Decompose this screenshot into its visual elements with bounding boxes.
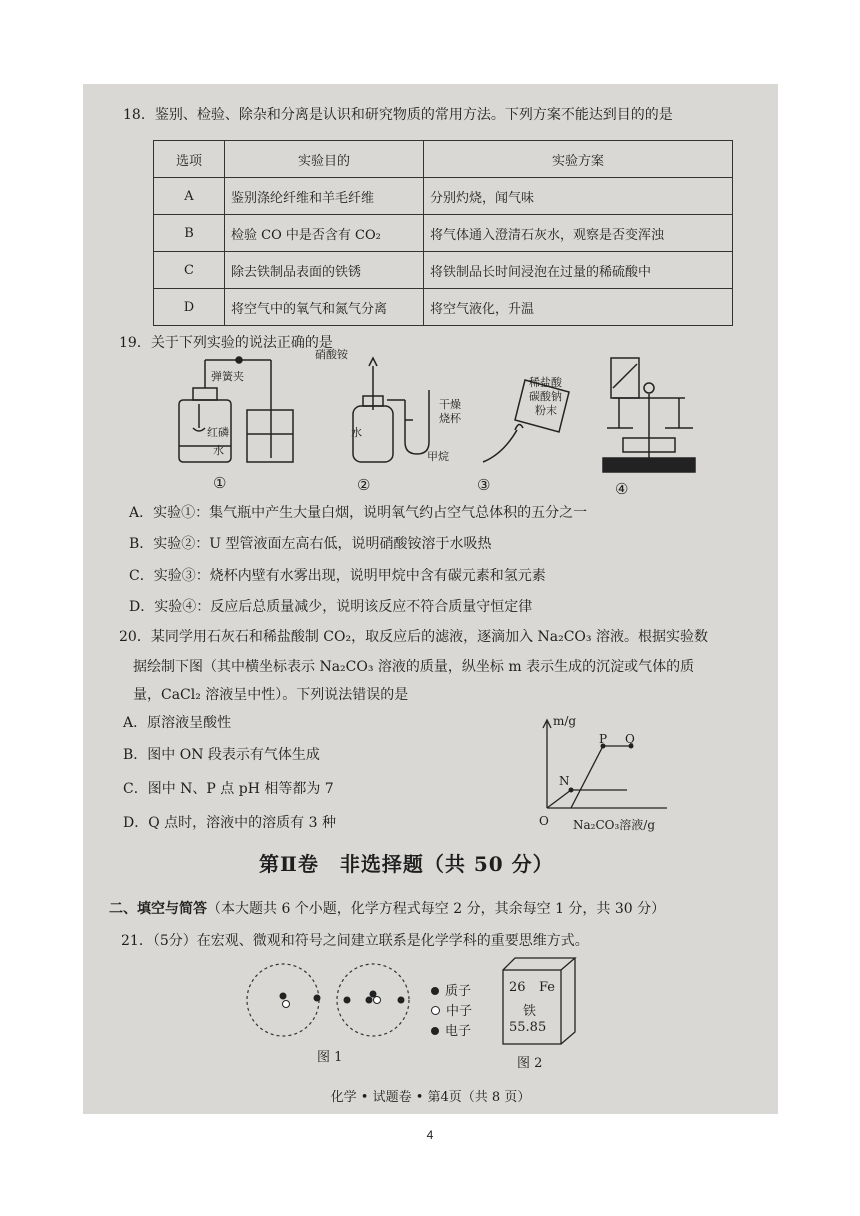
cell-option: D <box>154 289 225 326</box>
element-mass: 55.85 <box>509 1020 547 1035</box>
page-footer: 化学 • 试题卷 • 第4页（共 8 页） <box>330 1090 531 1105</box>
label-spring-clip: 弹簧夹 <box>211 370 244 383</box>
cell-purpose: 除去铁制品表面的铁锈 <box>225 252 424 289</box>
cell-purpose: 检验 CO 中是否含有 CO₂ <box>225 215 424 252</box>
electron-icon <box>431 1027 439 1035</box>
label-beaker: 烧杯 <box>439 412 461 425</box>
legend-proton-label: 质子 <box>445 984 472 999</box>
legend-neutron-label: 中子 <box>446 1004 473 1019</box>
label-methane: 甲烷 <box>427 450 449 463</box>
page-number: 4 <box>426 1128 434 1142</box>
header-option: 选项 <box>154 141 225 178</box>
label-circle-2: ② <box>357 476 371 494</box>
q18-stem: 18．鉴别、检验、除杂和分离是认识和研究物质的常用方法。下列方案不能达到目的的是 <box>123 107 673 123</box>
label-powder: 粉末 <box>535 404 557 417</box>
q20-option-a: A．原溶液呈酸性 <box>123 715 232 731</box>
table-row <box>154 289 733 326</box>
cell-option: A <box>154 178 225 215</box>
cell-option: C <box>154 252 225 289</box>
header-plan: 实验方案 <box>424 141 733 178</box>
legend-proton <box>431 980 471 999</box>
apparatus-4 <box>603 358 695 472</box>
label-dry: 干燥 <box>439 398 461 411</box>
cell-plan: 将铁制品长时间浸泡在过量的稀硫酸中 <box>424 252 733 289</box>
graph-label-P: P <box>599 732 608 746</box>
element-number: 26 <box>509 980 526 995</box>
q19-option-c: C．实验③：烧杯内壁有水雾出现，说明甲烷中含有碳元素和氢元素 <box>129 568 546 584</box>
legend-neutron <box>431 1000 472 1019</box>
cell-plan: 将空气液化，升温 <box>424 289 733 326</box>
section-heading: 二、填空与简答 <box>109 901 207 917</box>
q20-option-c: C．图中 N、P 点 pH 相等都为 7 <box>123 781 334 797</box>
graph-y-label: m/g <box>553 714 577 728</box>
apparatus-2 <box>353 358 429 462</box>
cell-plan: 分别灼烧，闻气味 <box>424 178 733 215</box>
element-symbol: Fe <box>539 980 556 995</box>
label-ammonium-nitrate: 硝酸铵 <box>315 348 348 361</box>
cell-purpose: 将空气中的氧气和氮气分离 <box>225 289 424 326</box>
q18-table <box>153 140 733 326</box>
element-name: 铁 <box>523 1004 537 1019</box>
label-circle-1: ① <box>213 474 227 492</box>
label-red-phosphorus: 红磷 <box>207 426 229 439</box>
label-circle-3: ③ <box>477 476 491 494</box>
q19-option-a: A．实验①：集气瓶中产生大量白烟，说明氧气约占空气总体积的五分之一 <box>129 505 588 521</box>
legend-electron <box>431 1020 471 1039</box>
segment-ON <box>547 790 571 808</box>
q20-stem-line3: 量，CaCl₂ 溶液呈中性）。下列说法错误的是 <box>133 687 409 703</box>
point-N <box>569 788 574 793</box>
fig1-caption: 图 1 <box>317 1050 343 1065</box>
legend-electron-label: 电子 <box>445 1024 472 1039</box>
section-note: （本大题共 6 个小题，化学方程式每空 2 分，其余每空 1 分，共 30 分） <box>207 901 666 917</box>
label-hcl: 稀盐酸 <box>529 376 562 389</box>
cell-plan: 将气体通入澄清石灰水，观察是否变浑浊 <box>424 215 733 252</box>
q21-stem: 21．（5分）在宏观、微观和符号之间建立联系是化学学科的重要思维方式。 <box>121 933 589 949</box>
q19-option-b: B．实验②：U 型管液面左高右低，说明硝酸铵溶于水吸热 <box>129 536 492 552</box>
fig1-atom-diagrams <box>243 962 423 1042</box>
q19-option-d: D．实验④：反应后总质量减少，说明该反应不符合质量守恒定律 <box>129 599 533 615</box>
q19-stem: 19．关于下列实验的说法正确的是 <box>119 335 333 351</box>
fig2-caption: 图 2 <box>517 1056 543 1071</box>
proton-icon <box>431 987 439 995</box>
cell-purpose: 鉴别涤纶纤维和羊毛纤维 <box>225 178 424 215</box>
label-circle-4: ④ <box>615 480 629 498</box>
graph-x-label: Na₂CO₃溶液/g <box>573 818 656 832</box>
q20-graph <box>535 716 675 816</box>
part2-title: 第Ⅱ卷 非选择题（共 50 分） <box>259 852 554 876</box>
graph-origin-label: O <box>539 814 549 828</box>
graph-label-Q: Q <box>625 732 635 746</box>
label-water-2: 水 <box>351 426 362 439</box>
header-purpose: 实验目的 <box>225 141 424 178</box>
neutron-icon <box>431 1006 440 1015</box>
q20-option-b: B．图中 ON 段表示有气体生成 <box>123 747 320 763</box>
label-na2co3: 碳酸钠 <box>529 390 562 403</box>
segment-to-P <box>571 746 603 808</box>
table-row <box>154 252 733 289</box>
graph-label-N: N <box>559 774 570 788</box>
part2-section <box>109 900 665 918</box>
q20-stem-line2: 据绘制下图（其中横坐标表示 Na₂CO₃ 溶液的质量，纵坐标 m 表示生成的沉淀或气体的质 <box>133 659 695 675</box>
q20-stem-line1: 20．某同学用石灰石和稀盐酸制 CO₂，取反应后的滤液，逐滴加入 Na₂CO₃ 溶液。根据实验数 <box>119 629 708 645</box>
label-water-1: 水 <box>213 444 224 457</box>
exam-page-photo <box>83 84 778 1114</box>
cell-option: B <box>154 215 225 252</box>
table-header-row <box>154 141 733 178</box>
q20-option-d: D．Q 点时，溶液中的溶质有 3 种 <box>123 815 336 831</box>
table-row <box>154 215 733 252</box>
table-row <box>154 178 733 215</box>
